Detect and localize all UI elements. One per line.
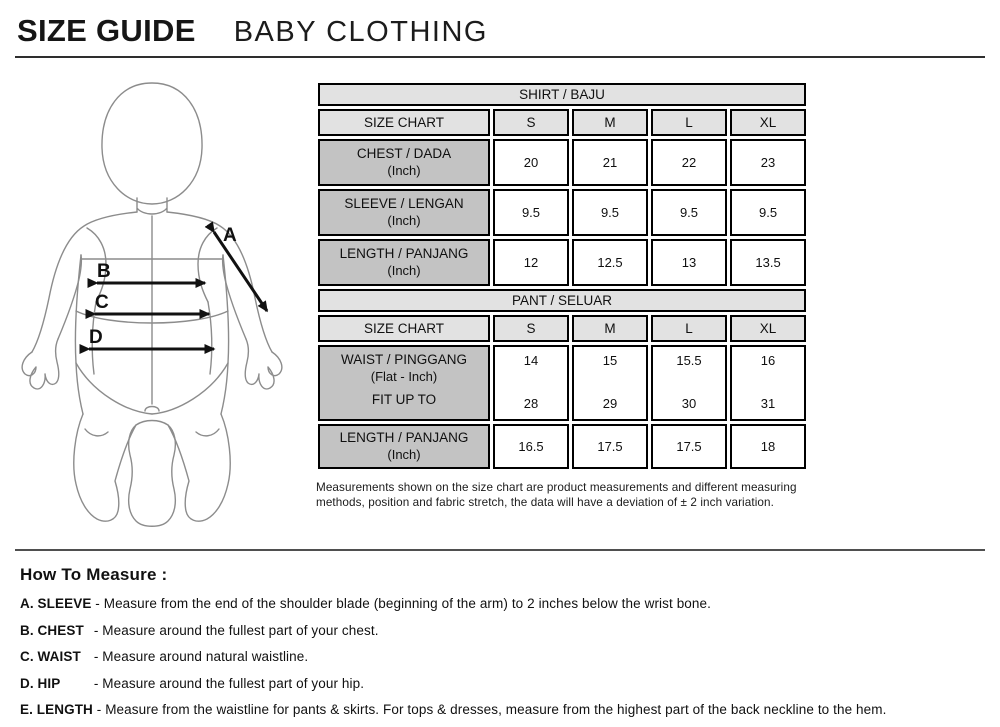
table-cell: 9.5 xyxy=(493,189,569,236)
measure-item-text: - Measure from the end of the shoulder blade (beginning of the arm) to 2 inches below the wrist bone. xyxy=(95,596,711,611)
how-to-measure-section xyxy=(0,551,1000,717)
row-unit: (Inch) xyxy=(387,162,421,178)
measure-item-label: A. SLEEVE xyxy=(20,596,92,611)
baby-leg-opening-right xyxy=(152,363,228,414)
measure-item-text: - Measure around natural waistline. xyxy=(93,649,309,664)
measure-item-text: - Measure around the fullest part of your hip. xyxy=(93,675,365,691)
measure-item-label: C. WAIST xyxy=(20,649,81,664)
shirt-sleeve-row xyxy=(318,189,806,236)
baby-right-leg xyxy=(168,414,230,521)
baby-left-leg xyxy=(74,414,136,521)
table-cell xyxy=(730,345,806,421)
table-cell: 9.5 xyxy=(572,189,648,236)
fit-up-to-label: FIT UP TO xyxy=(371,392,437,408)
disclaimer-note: Measurements shown on the size chart are product measurements and different measuring methods, position and fabric stretch, the data will have a deviation of ± 2 inch variation. xyxy=(316,481,797,510)
waist-value: 14 xyxy=(523,353,539,368)
page-header xyxy=(0,0,1000,53)
measure-item-label: E. LENGTH xyxy=(20,702,93,717)
measure-item-label: D. HIP xyxy=(20,675,61,691)
shirt-chest-row xyxy=(318,139,806,186)
table-cell: 12.5 xyxy=(572,239,648,286)
pant-size-m: M xyxy=(572,315,648,342)
baby-thigh-crease-right xyxy=(196,429,219,436)
shirt-sleeve-label xyxy=(318,189,490,236)
baby-thigh-crease-left xyxy=(85,429,108,436)
baby-left-inner-arm xyxy=(58,255,81,339)
table-cell: 17.5 xyxy=(651,424,727,469)
shirt-chest-label xyxy=(318,139,490,186)
fit-value: 31 xyxy=(760,396,776,411)
shirt-size-s: S xyxy=(493,109,569,136)
pant-size-chart-label: SIZE CHART xyxy=(318,315,490,342)
page-subtitle: BABY CLOTHING xyxy=(233,16,488,48)
shirt-size-chart-label: SIZE CHART xyxy=(318,109,490,136)
baby-torso-right xyxy=(221,255,229,414)
waist-label-line: WAIST / PINGGANG xyxy=(340,352,467,367)
sleeve-arrow xyxy=(214,232,267,311)
pant-size-xl: XL xyxy=(730,315,806,342)
label-d: D xyxy=(89,327,103,348)
measure-item-chest xyxy=(20,623,980,638)
row-label xyxy=(322,351,486,385)
row-label: LENGTH / PANJANG xyxy=(339,430,469,446)
baby-leg-opening-left xyxy=(76,363,152,414)
label-c: C xyxy=(95,292,109,313)
table-cell: 13.5 xyxy=(730,239,806,286)
shirt-length-row xyxy=(318,239,806,286)
how-to-measure-heading: How To Measure : xyxy=(20,565,168,584)
baby-torso-left xyxy=(75,255,83,414)
baby-outline xyxy=(22,83,282,526)
baby-neck xyxy=(137,198,167,214)
measure-item-length xyxy=(20,702,980,717)
table-cell: 9.5 xyxy=(651,189,727,236)
table-cell: 18 xyxy=(730,424,806,469)
shirt-size-l: L xyxy=(651,109,727,136)
pant-size-s: S xyxy=(493,315,569,342)
shirt-section-title: SHIRT / BAJU xyxy=(318,83,806,106)
shirt-size-xl: XL xyxy=(730,109,806,136)
table-cell: 20 xyxy=(493,139,569,186)
baby-figure-svg xyxy=(17,71,312,539)
baby-head xyxy=(102,83,202,204)
measure-item-sleeve xyxy=(20,596,980,611)
table-cell xyxy=(651,345,727,421)
table-cell: 12 xyxy=(493,239,569,286)
size-table xyxy=(315,80,809,472)
measurement-diagram xyxy=(15,58,315,539)
row-unit: (Inch) xyxy=(387,262,421,278)
label-b: B xyxy=(97,261,111,282)
shirt-length-label xyxy=(318,239,490,286)
row-label: CHEST / DADA xyxy=(356,146,452,162)
baby-armhole-right xyxy=(198,228,217,302)
measure-item-label: B. CHEST xyxy=(20,622,84,638)
pant-length-row xyxy=(318,424,806,469)
table-cell: 17.5 xyxy=(572,424,648,469)
waist-unit-line: (Flat - Inch) xyxy=(370,368,438,384)
measure-item-text: - Measure around the fullest part of your chest. xyxy=(93,622,379,638)
waist-value: 15 xyxy=(602,353,618,368)
row-label: LENGTH / PANJANG xyxy=(339,246,469,262)
pant-waist-row xyxy=(318,345,806,421)
label-a: A xyxy=(223,225,237,246)
main-content xyxy=(0,58,1000,539)
waist-value: 16 xyxy=(760,353,776,368)
table-cell: 13 xyxy=(651,239,727,286)
table-cell: 16.5 xyxy=(493,424,569,469)
table-cell: 9.5 xyxy=(730,189,806,236)
row-label: SLEEVE / LENGAN xyxy=(344,196,464,212)
row-unit: (Inch) xyxy=(387,212,421,228)
baby-right-hand xyxy=(245,339,282,389)
fit-value: 28 xyxy=(523,396,539,411)
row-unit: (Inch) xyxy=(387,446,421,462)
baby-between-legs xyxy=(129,421,176,527)
fit-value: 30 xyxy=(681,396,697,411)
page-title: SIZE GUIDE xyxy=(17,13,196,48)
waist-value: 15.5 xyxy=(676,353,702,368)
pant-length-label xyxy=(318,424,490,469)
measure-item-waist xyxy=(20,649,980,664)
measure-item-text: - Measure from the waistline for pants & skirts. For tops & dresses, measure from the highest part of the back neckline to the hem. xyxy=(96,702,887,717)
table-cell xyxy=(572,345,648,421)
table-cell: 23 xyxy=(730,139,806,186)
shirt-size-header-row xyxy=(318,109,806,136)
shirt-size-m: M xyxy=(572,109,648,136)
table-cell xyxy=(493,345,569,421)
baby-left-hand xyxy=(22,339,59,389)
size-tables xyxy=(315,80,812,539)
fit-value: 29 xyxy=(602,396,618,411)
table-cell: 21 xyxy=(572,139,648,186)
shirt-section-header xyxy=(318,83,806,106)
arrow-labels xyxy=(89,225,237,348)
pant-waist-label xyxy=(318,345,490,421)
baby-right-inner-arm xyxy=(223,255,246,339)
table-cell: 22 xyxy=(651,139,727,186)
pant-section-header xyxy=(318,289,806,312)
baby-crotch-arc xyxy=(145,407,159,412)
pant-size-header-row xyxy=(318,315,806,342)
measure-item-hip xyxy=(20,676,980,691)
pant-size-l: L xyxy=(651,315,727,342)
pant-section-title: PANT / SELUAR xyxy=(318,289,806,312)
